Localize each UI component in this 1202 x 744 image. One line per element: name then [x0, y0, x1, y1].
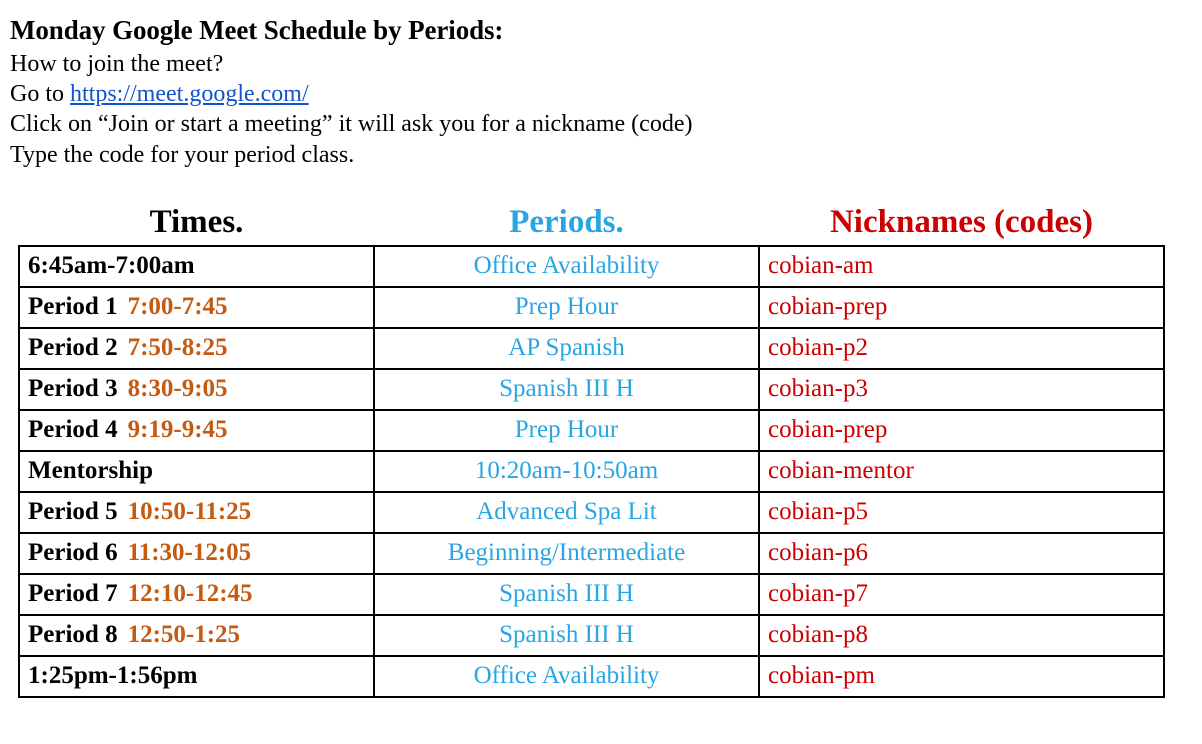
cell-times	[19, 410, 374, 451]
cell-times	[19, 369, 374, 410]
period-label: Period 5	[28, 498, 118, 526]
intro-line-1: How to join the meet?	[10, 50, 224, 77]
cell-nickname: cobian-prep	[759, 287, 1164, 328]
cell-period: Advanced Spa Lit	[374, 492, 759, 533]
intro-goto-text: Go to	[10, 81, 70, 108]
page-title: Monday Google Meet Schedule by Periods:	[10, 15, 504, 45]
period-label: Period 3	[28, 375, 118, 403]
cell-nickname: cobian-p6	[759, 533, 1164, 574]
table-row	[19, 410, 1164, 451]
table-row	[19, 615, 1164, 656]
period-time: 7:50-8:25	[127, 334, 228, 362]
cell-period: Office Availability	[374, 246, 759, 287]
column-header-nicknames: Nicknames (codes)	[829, 203, 1094, 240]
column-header-periods: Periods.	[509, 203, 624, 240]
column-header-times: Times.	[149, 203, 244, 240]
schedule-table	[18, 204, 1165, 698]
period-label: Period 6	[28, 539, 118, 567]
cell-times	[19, 574, 374, 615]
period-label: Period 8	[28, 621, 118, 649]
cell-times	[19, 328, 374, 369]
table-row	[19, 369, 1164, 410]
cell-nickname: cobian-pm	[759, 656, 1164, 697]
period-time: 11:30-12:05	[127, 539, 252, 567]
period-label: Period 1	[28, 293, 118, 321]
table-row	[19, 287, 1164, 328]
intro-line-4: Type the code for your period class.	[10, 141, 355, 168]
period-label: Period 7	[28, 580, 118, 608]
period-label: Period 2	[28, 334, 118, 362]
cell-nickname: cobian-mentor	[759, 451, 1164, 492]
cell-period: AP Spanish	[374, 328, 759, 369]
period-time: 12:10-12:45	[127, 580, 253, 608]
period-time: 9:19-9:45	[127, 416, 228, 444]
period-label: 6:45am-7:00am	[28, 252, 195, 280]
schedule-table-body	[19, 246, 1164, 697]
period-time: 12:50-1:25	[127, 621, 241, 649]
cell-times	[19, 615, 374, 656]
meet-link[interactable]: https://meet.google.com/	[70, 81, 309, 108]
cell-times	[19, 287, 374, 328]
table-header-row	[19, 204, 1164, 246]
cell-nickname: cobian-prep	[759, 410, 1164, 451]
cell-period: Prep Hour	[374, 410, 759, 451]
cell-nickname: cobian-p5	[759, 492, 1164, 533]
cell-period: Spanish III H	[374, 574, 759, 615]
cell-nickname: cobian-p3	[759, 369, 1164, 410]
period-label: Mentorship	[28, 457, 153, 485]
table-row	[19, 574, 1164, 615]
cell-times	[19, 533, 374, 574]
cell-nickname: cobian-am	[759, 246, 1164, 287]
table-row	[19, 451, 1164, 492]
table-row	[19, 246, 1164, 287]
cell-times	[19, 492, 374, 533]
cell-nickname: cobian-p7	[759, 574, 1164, 615]
table-row	[19, 656, 1164, 697]
table-row	[19, 533, 1164, 574]
cell-period: Spanish III H	[374, 615, 759, 656]
period-time: 7:00-7:45	[127, 293, 228, 321]
cell-period: Beginning/Intermediate	[374, 533, 759, 574]
cell-period: Office Availability	[374, 656, 759, 697]
table-row	[19, 492, 1164, 533]
table-row	[19, 328, 1164, 369]
cell-times	[19, 451, 374, 492]
spacer	[10, 170, 1184, 204]
period-label: 1:25pm-1:56pm	[28, 662, 198, 690]
cell-nickname: cobian-p8	[759, 615, 1164, 656]
period-label: Period 4	[28, 416, 118, 444]
cell-times	[19, 656, 374, 697]
cell-period: 10:20am-10:50am	[374, 451, 759, 492]
cell-period: Spanish III H	[374, 369, 759, 410]
cell-period: Prep Hour	[374, 287, 759, 328]
period-time: 8:30-9:05	[127, 375, 228, 403]
intro-line-3: Click on “Join or start a meeting” it will ask you for a nickname (code)	[10, 111, 693, 138]
cell-nickname: cobian-p2	[759, 328, 1164, 369]
period-time: 10:50-11:25	[127, 498, 252, 526]
intro-line-2	[10, 79, 1184, 109]
cell-times	[19, 246, 374, 287]
